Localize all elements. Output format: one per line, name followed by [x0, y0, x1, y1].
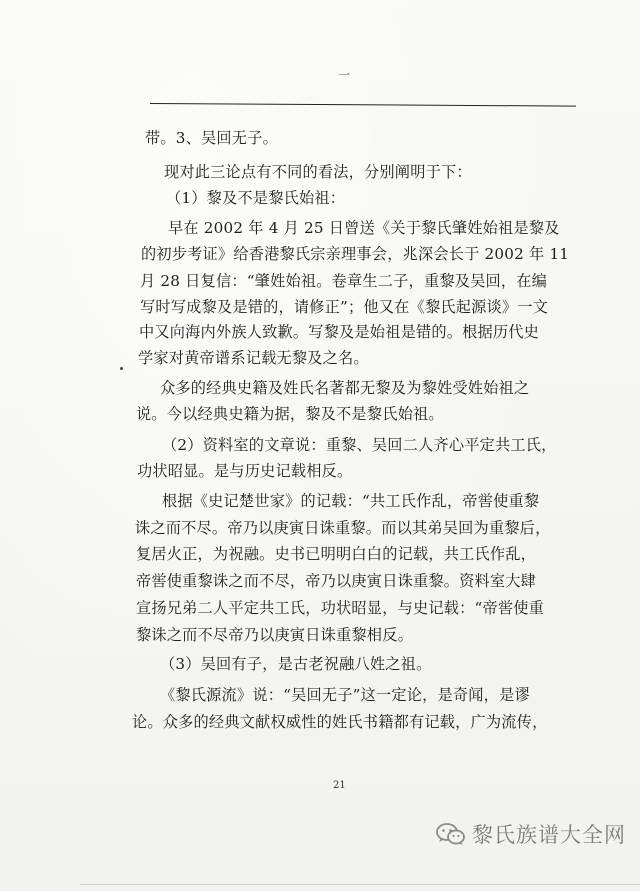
- text-line: 带。3、吴回无子。: [145, 129, 278, 147]
- text-line: 诛之而不尽。帝乃以庚寅日诛重黎。而以其弟吴回为重黎后，: [135, 519, 551, 537]
- text-line: 写时写成黎及是错的，请修正”；他又在《黎氏起源谈》一文: [140, 298, 549, 316]
- text-line: 学家对黄帝谱系记载无黎及之名。: [138, 349, 369, 367]
- watermark-text: 黎氏族谱大全网: [472, 823, 626, 847]
- watermark: [436, 819, 626, 849]
- text-line: 论。众多的经典文献权威性的姓氏书籍都有记载，广为流传，: [132, 713, 548, 731]
- header-rule: [150, 103, 576, 107]
- header-mark: 一: [338, 68, 352, 82]
- text-line: 中又向海内外族人致歉。写黎及是始祖是错的。根据历代史: [139, 323, 540, 341]
- page-number: 21: [333, 780, 346, 791]
- text-line: （1）黎及不是黎氏始祖：: [166, 189, 346, 207]
- text-line: 现对此三论点有不同的看法，分别阐明于下：: [164, 163, 472, 181]
- scan-speck: [120, 367, 123, 370]
- text-line: 宣扬兄弟二人平定共工氏，功状昭显，与史记载：“帝喾使重: [136, 599, 545, 617]
- text-line: 帝喾使重黎诛之而不尽，帝乃以庚寅日诛重黎。资料室大肆: [136, 572, 537, 590]
- text-line: 月 28 日复信：“肇姓始祖。卷章生二子，重黎及吴回，在编: [140, 272, 548, 290]
- text-line: 早在 2002 年 4 月 25 日曾送《关于黎氏肇姓始祖是黎及: [168, 219, 560, 237]
- text-line: 根据《史记楚世家》的记载：“共工氏作乱，帝喾使重黎: [162, 492, 540, 510]
- text-line: 黎诛之而不尽帝乃以庚寅日诛重黎相反。: [136, 626, 413, 644]
- text-line: 众多的经典史籍及姓氏名著都无黎及为黎姓受姓始祖之: [160, 379, 530, 397]
- text-line: （2）资料室的文章说：重黎、吴回二人齐心平定共工氏，: [162, 436, 557, 454]
- text-line: 复居火正，为祝融。史书已明明白白的记载，共工氏作乱，: [136, 545, 537, 563]
- text-line: 《黎氏源流》说：“吴回无子”这一定论，是奇闻，是谬: [160, 686, 530, 704]
- text-line: 功状昭显。是与历史记载相反。: [137, 462, 353, 480]
- footer-line: [80, 884, 640, 885]
- text-line: （3）吴回有子，是古老祝融八姓之祖。: [160, 655, 432, 673]
- text-line: 说。今以经典史籍为据，黎及不是黎氏始祖。: [136, 405, 444, 423]
- wechat-icon: [436, 822, 466, 846]
- text-line: 的初步考证》给香港黎氏宗亲理事会，兆深会长于 2002 年 11: [141, 245, 570, 263]
